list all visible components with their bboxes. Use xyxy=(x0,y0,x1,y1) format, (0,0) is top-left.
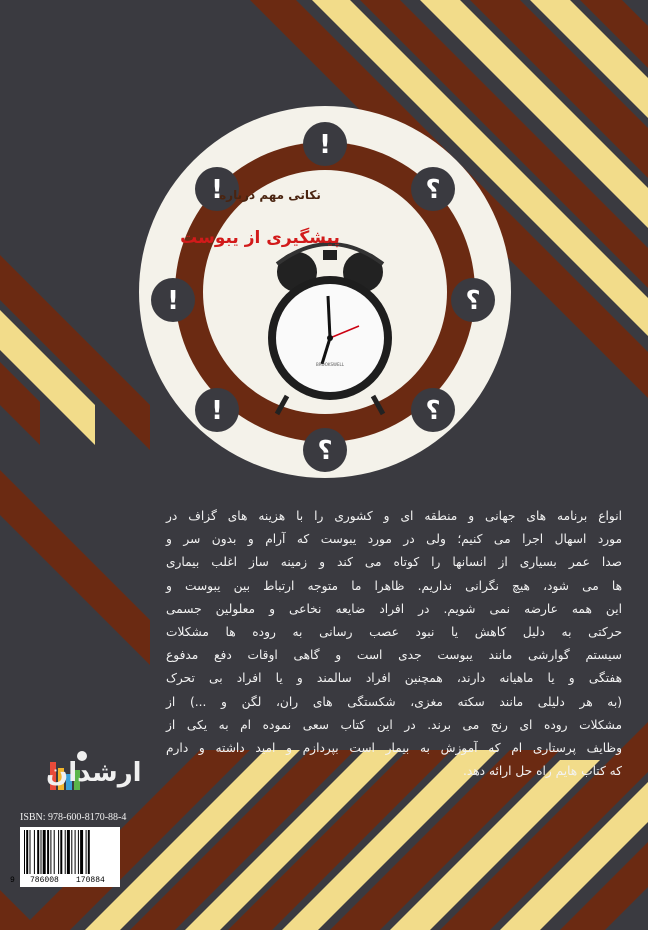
text-line: حرکتی به دلیل کاهش یا نبود عصب رسانی به روده ها مشکلات xyxy=(166,625,622,640)
text-line: سیستم گوارشی مانند یبوست جدی است و گاهی اوقات دفع مدفوع xyxy=(166,648,622,663)
text-line: صدا عمر بسیاری از انسانها را کوتاه می کند و زمینه ساز اغلب بیماری xyxy=(166,555,622,570)
text-line: (به هر دلیلی مانند سکته مغزی، شکستگی های ران، لگن و ...) از xyxy=(166,694,622,709)
mark-symbol: ! xyxy=(167,286,179,316)
cover-title: پیشگیری از یبوست xyxy=(180,228,340,248)
barcode-digits-right: 170884 xyxy=(76,876,105,885)
barcode-bar xyxy=(65,830,66,874)
barcode-bar xyxy=(75,830,76,874)
barcode-bar xyxy=(88,830,90,874)
barcode-bar xyxy=(26,830,28,874)
text-line: انواع برنامه های جهانی و منطقه ای و کشوری را با هزینه های گزاف در xyxy=(166,509,622,523)
text-line: مشکلات روده ای رنج می برند. در این کتاب سعی نموده ام به یکی از xyxy=(166,717,622,732)
barcode-bar xyxy=(43,830,46,874)
barcode-bar xyxy=(58,830,59,874)
barcode-bar xyxy=(71,830,72,874)
barcode-digit-first: 9 xyxy=(10,876,15,885)
back-cover-text xyxy=(166,505,622,783)
text-line: هفتگی و یا ماهیانه دارند، همچنین افراد سالمند و یا افراد بی تحرک xyxy=(166,671,622,686)
barcode-bar xyxy=(80,830,83,874)
barcode-bar xyxy=(54,830,55,874)
barcode-bar xyxy=(78,830,79,874)
cover-subtitle: نکاتی مهم درباره xyxy=(219,188,321,202)
mark-symbol: ؟ xyxy=(425,175,441,205)
barcode-bar xyxy=(47,830,49,874)
mark-symbol: ! xyxy=(211,396,223,426)
barcode-bar xyxy=(67,830,70,874)
stripe xyxy=(0,470,150,665)
barcode-bar xyxy=(24,830,25,874)
mark-symbol: ؟ xyxy=(465,286,481,316)
barcode-digits-left: 786008 xyxy=(30,876,59,885)
barcode-bar xyxy=(37,830,39,874)
barcode-bar xyxy=(60,830,62,874)
barcode-bar xyxy=(30,830,31,874)
text-line: مورد اسهال اجرا می کنیم؛ ولی در مورد یبوست که آرام و بدون سر و xyxy=(166,532,622,547)
barcode-bar xyxy=(41,830,42,874)
barcode-bar xyxy=(34,830,35,874)
cover-emblem xyxy=(137,104,513,480)
text-line: این همه عارضه نمی شویم. در افراد ضایعه نخاعی و معلولین جسمی xyxy=(166,601,622,616)
barcode-bar xyxy=(86,830,87,874)
barcode-bar xyxy=(50,830,51,874)
clock-brand: BROOKSWELL xyxy=(316,362,344,367)
mark-symbol: ؟ xyxy=(425,396,441,426)
mark-symbol: ؟ xyxy=(317,436,333,466)
publisher-name: ارشدان xyxy=(46,758,142,788)
isbn-label: ISBN: 978-600-8170-88-4 xyxy=(20,812,127,823)
text-line: وظایف پرستاری ام که آموزش به بیمار است بپردازم و امید داشته و دارم xyxy=(166,741,622,756)
mark-symbol: ! xyxy=(319,130,331,160)
barcode-bars xyxy=(20,827,120,877)
mark-symbol: ! xyxy=(211,175,223,205)
text-line: که کتاب هایم راه حل ارائه دهد. xyxy=(462,764,622,779)
stripe xyxy=(0,890,40,930)
text-line: ها می شود، هیچ نگرانی نداریم. ظاهرا ما متوجه ارتباط بین یبوست و xyxy=(166,578,622,593)
